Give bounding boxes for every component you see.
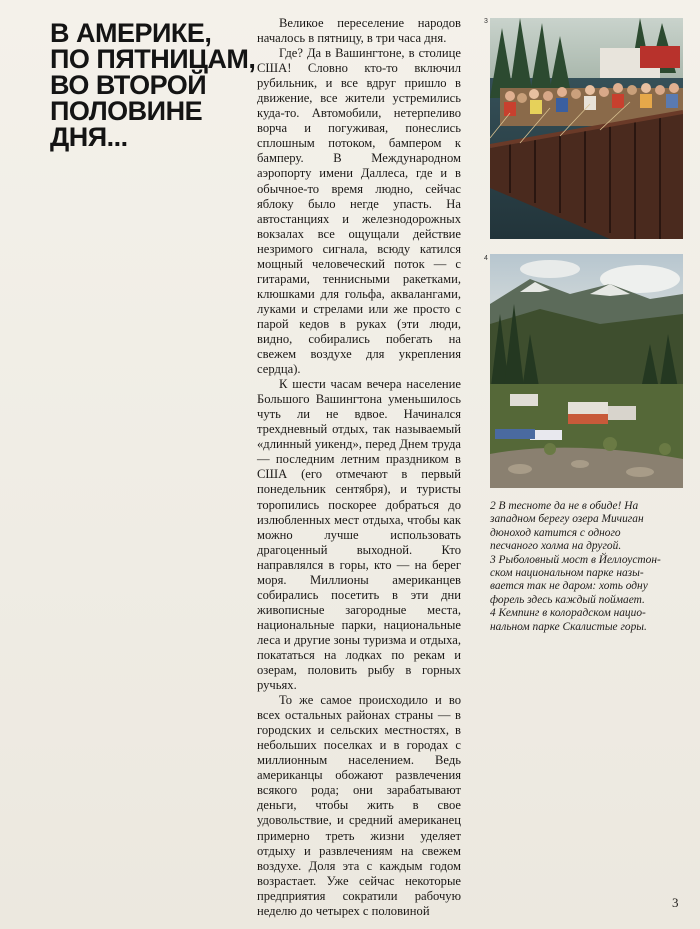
headline-line: В АМЕРИКЕ, (50, 18, 212, 48)
caption-line: 4 Кемпинг в колорадском нацио- (490, 607, 646, 620)
article-paragraph: Великое переселение народов началось в пятницу, в три часа дня. (257, 16, 461, 46)
article-paragraph: Где? Да в Вашингтоне, в столице США! Словно кто-то включил рубильник, и все вдруг пришло в движение, все жители устремились куда-то. Автомобили, нетерпеливо ворча и погуживая, понеслись сплошным потоком, бампером к бамперу. В Международном аэропорту имени Даллеса, где и в обычное-то время людно, сейчас яблоку было негде упасть. На автостанциях и железнодорожных вокзалах все ощущали действие незримого сигнала, всюду катился мощный человеческий поток — с гитарами, теннисными ракетками, клюшками для гольфа, аквалангами, луками и стрелами или же просто с парой кедов в руках (эти люди, видно, собирались побегать на свежем воздухе для укрепления сердца). (257, 46, 461, 377)
caption-line: форель здесь каждый поймает. (490, 593, 645, 606)
page-number: 3 (672, 895, 679, 910)
caption-line: нальном парке Скалистые горы. (490, 620, 647, 633)
fishing-bridge-image (490, 18, 683, 239)
article-paragraph: То же самое происходило и во всех остальных районах страны — в городских и сельских местностях, в небольших поселках и в городах с миллионным населением. Ведь американцы обожают развлечения всякого рода; они зарабатывают деньги, чтобы жить в свое удовольствие, и средний американец примерно треть жизни уделяет отдыху и развлечениям на свежем воздухе. Доля эта с каждым годом возрастает. Уже сейчас некоторые предприятия сократили рабочую неделю до четырех с половиной (257, 693, 461, 918)
headline-line: ВО ВТОРОЙ (50, 70, 207, 100)
caption-line: 2 В тесноте да не в обиде! На (490, 500, 639, 512)
article-column (257, 16, 461, 919)
headline-line: ПОЛОВИНЕ (50, 96, 203, 126)
caption-line: дюноход катится с одного (490, 526, 621, 539)
caption-line: западном берегу озера Мичиган (490, 513, 644, 526)
fishing-bridge-photo (490, 18, 683, 239)
photo-number: 4 (484, 255, 488, 262)
rocky-mountains-camping-photo (490, 254, 683, 488)
camping-image (490, 254, 683, 488)
caption-line: ском национальном парке назы- (490, 567, 644, 580)
caption-line: 3 Рыболовный мост в Йеллоустон- (490, 553, 661, 566)
photo-number: 3 (484, 18, 488, 25)
caption-line: песчаного холма на другой. (490, 540, 622, 553)
headline-line: ДНЯ... (50, 122, 128, 152)
photo-caption (490, 500, 686, 634)
headline (50, 20, 280, 150)
headline-line: ПО ПЯТНИЦАМ, (50, 44, 256, 74)
article-paragraph: К шести часам вечера население Большого Вашингтона уменьшилось чуть ли не вдвое. Начинался трехдневный отдых, так называемый «длинный уикенд», перед Днем труда — последним летним праздником в США (его отмечают в первый понедельник сентября), и туристы торопились поскорее добраться до излюбленных мест отдыха, чтобы как можно лучше использовать драгоценный выходной. Кто направлялся в горы, кто — на берег моря. Миллионы американцев собирались посетить в эти дни живописные загородные места, национальные парки, национальные леса и другие зоны туризма и отдыха, покататься на лодках по рекам и озерам, половить рыбу в горных ручьях. (257, 377, 461, 693)
caption-line: вается так не даром: хоть одну (490, 580, 648, 593)
